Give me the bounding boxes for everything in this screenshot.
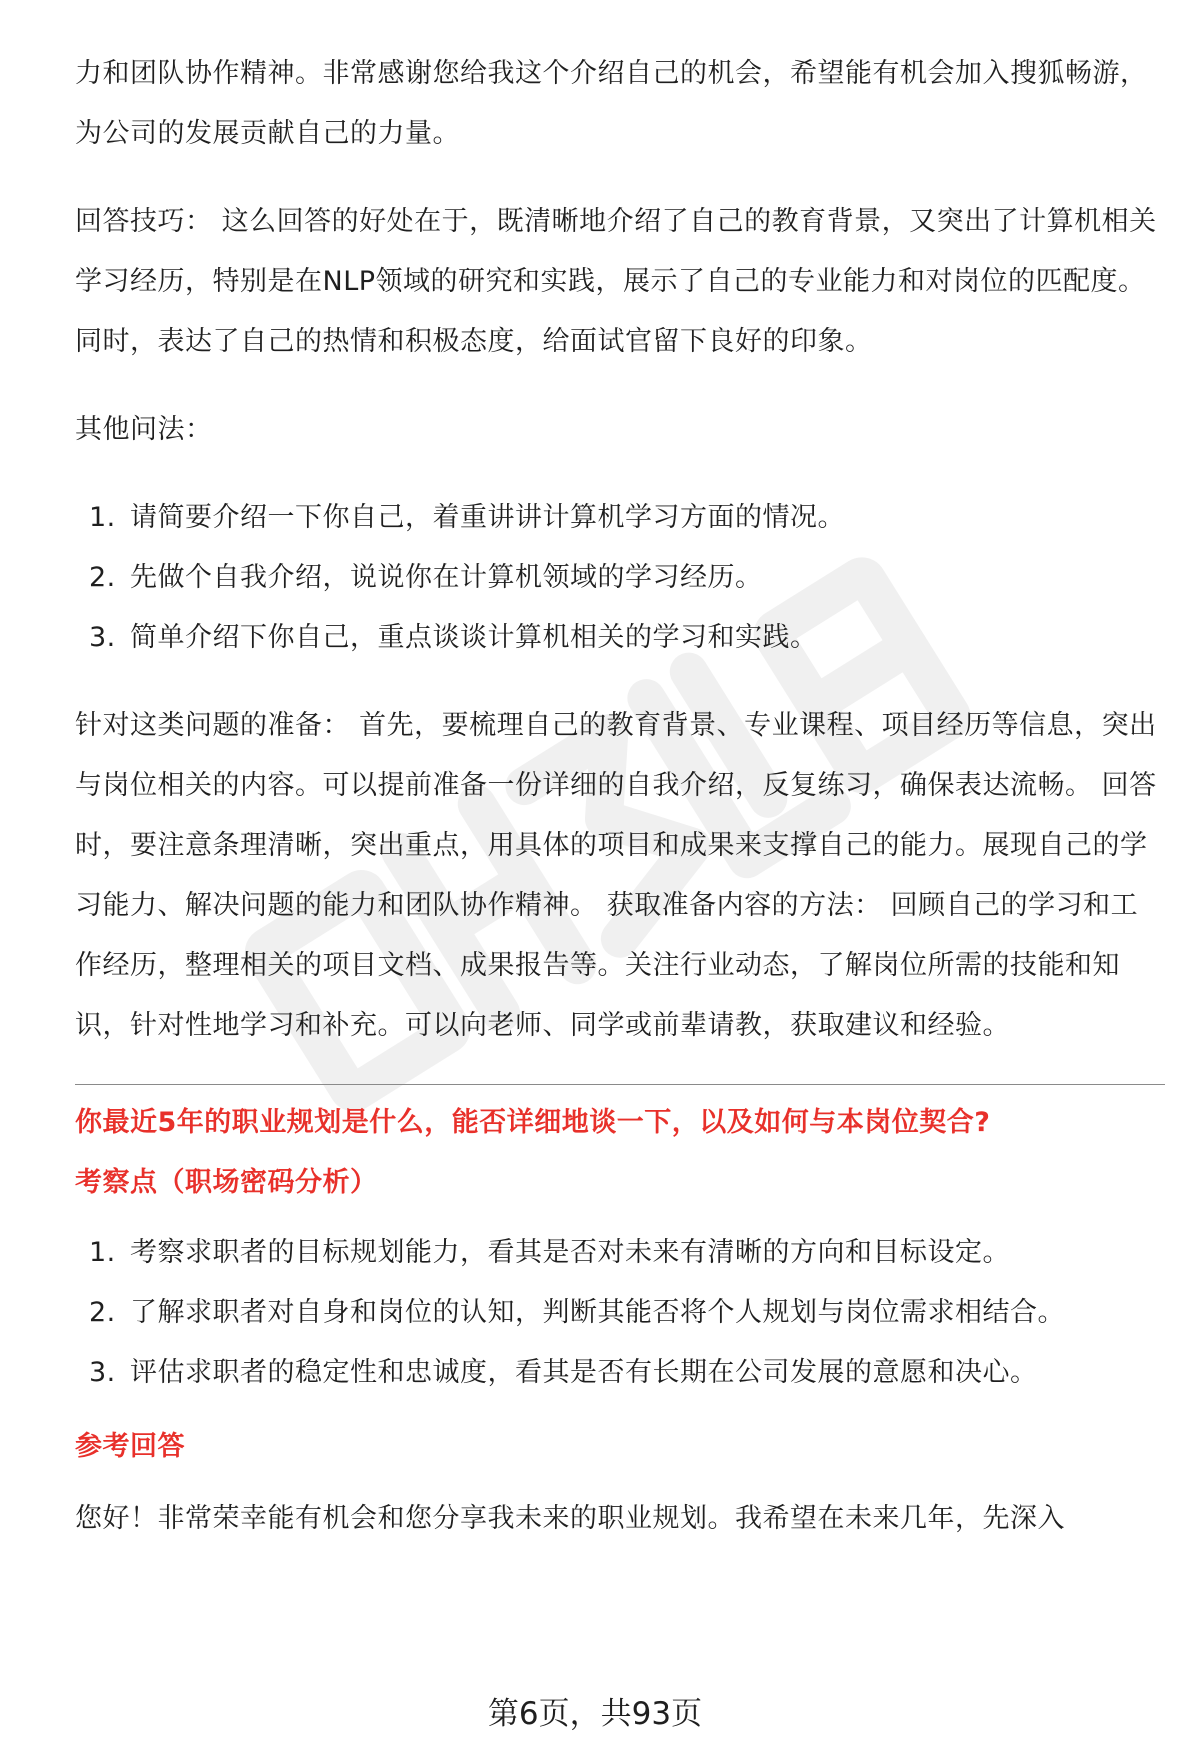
- list-item: [75, 1343, 1165, 1403]
- list-item: [75, 548, 1165, 608]
- list-item-text: 简单介绍下你自己，重点谈谈计算机相关的学习和实践。: [130, 622, 818, 653]
- answer-tips-paragraph: 回答技巧： 这么回答的好处在于，既清晰地介绍了自己的教育背景，又突出了计算机相关学习经历，特别是在NLP领域的研究和实践，展示了自己的专业能力和对岗位的匹配度。同时，表达了自己的热情和积极态度，给面试官留下良好的印象。: [75, 206, 1157, 357]
- exam-points-list: [75, 1223, 1165, 1403]
- reference-answer-heading: 参考回答: [75, 1431, 185, 1462]
- list-number: 3.: [89, 1357, 116, 1388]
- list-number: 1.: [89, 1237, 116, 1268]
- document-content: [75, 44, 1165, 1549]
- list-item: [75, 1283, 1165, 1343]
- page-number-footer: 第6页，共93页: [487, 1696, 703, 1732]
- list-item: [75, 488, 1165, 548]
- other-questions-list: [75, 488, 1165, 668]
- list-item-text: 先做个自我介绍，说说你在计算机领域的学习经历。: [130, 562, 763, 593]
- list-number: 1.: [89, 502, 116, 533]
- reference-answer-paragraph: 您好！非常荣幸能有机会和您分享我未来的职业规划。我希望在未来几年，先深入: [75, 1503, 1065, 1534]
- other-questions-label: 其他问法：: [75, 414, 213, 445]
- preparation-paragraph: 针对这类问题的准备： 首先，要梳理自己的教育背景、专业课程、项目经历等信息，突出与岗位相关的内容。可以提前准备一份详细的自我介绍，反复练习，确保表达流畅。 回答时，要注意条理清晰，突出重点，用具体的项目和成果来支撑自己的能力。展现自己的学习能力、解决问题的能力和团队协作精神。 获取准备内容的方法： 回顾自己的学习和工作经历，整理相关的项目文档、成果报告等。关注行业动态，了解岗位所需的技能和知识，针对性地学习和补充。可以向老师、同学或前辈请教，获取建议和经验。: [75, 710, 1157, 1041]
- list-item: [75, 1223, 1165, 1283]
- intro-closing-paragraph: 力和团队协作精神。非常感谢您给我这个介绍自己的机会，希望能有机会加入搜狐畅游，为公司的发展贡献自己的力量。: [75, 58, 1148, 149]
- list-item-text: 评估求职者的稳定性和忠诚度，看其是否有长期在公司发展的意愿和决心。: [130, 1357, 1038, 1388]
- list-number: 2.: [89, 1297, 116, 1328]
- list-item: [75, 608, 1165, 668]
- section-divider: [75, 1084, 1165, 1085]
- list-number: 2.: [89, 562, 116, 593]
- question-title: 你最近5年的职业规划是什么，能否详细地谈一下，以及如何与本岗位契合?: [75, 1107, 991, 1138]
- list-item-text: 请简要介绍一下你自己，着重讲讲计算机学习方面的情况。: [130, 502, 845, 533]
- list-item-text: 了解求职者对自身和岗位的认知，判断其能否将个人规划与岗位需求相结合。: [130, 1297, 1065, 1328]
- list-item-text: 考察求职者的目标规划能力，看其是否对未来有清晰的方向和目标设定。: [130, 1237, 1010, 1268]
- list-number: 3.: [89, 622, 116, 653]
- exam-point-heading: 考察点（职场密码分析）: [75, 1167, 378, 1198]
